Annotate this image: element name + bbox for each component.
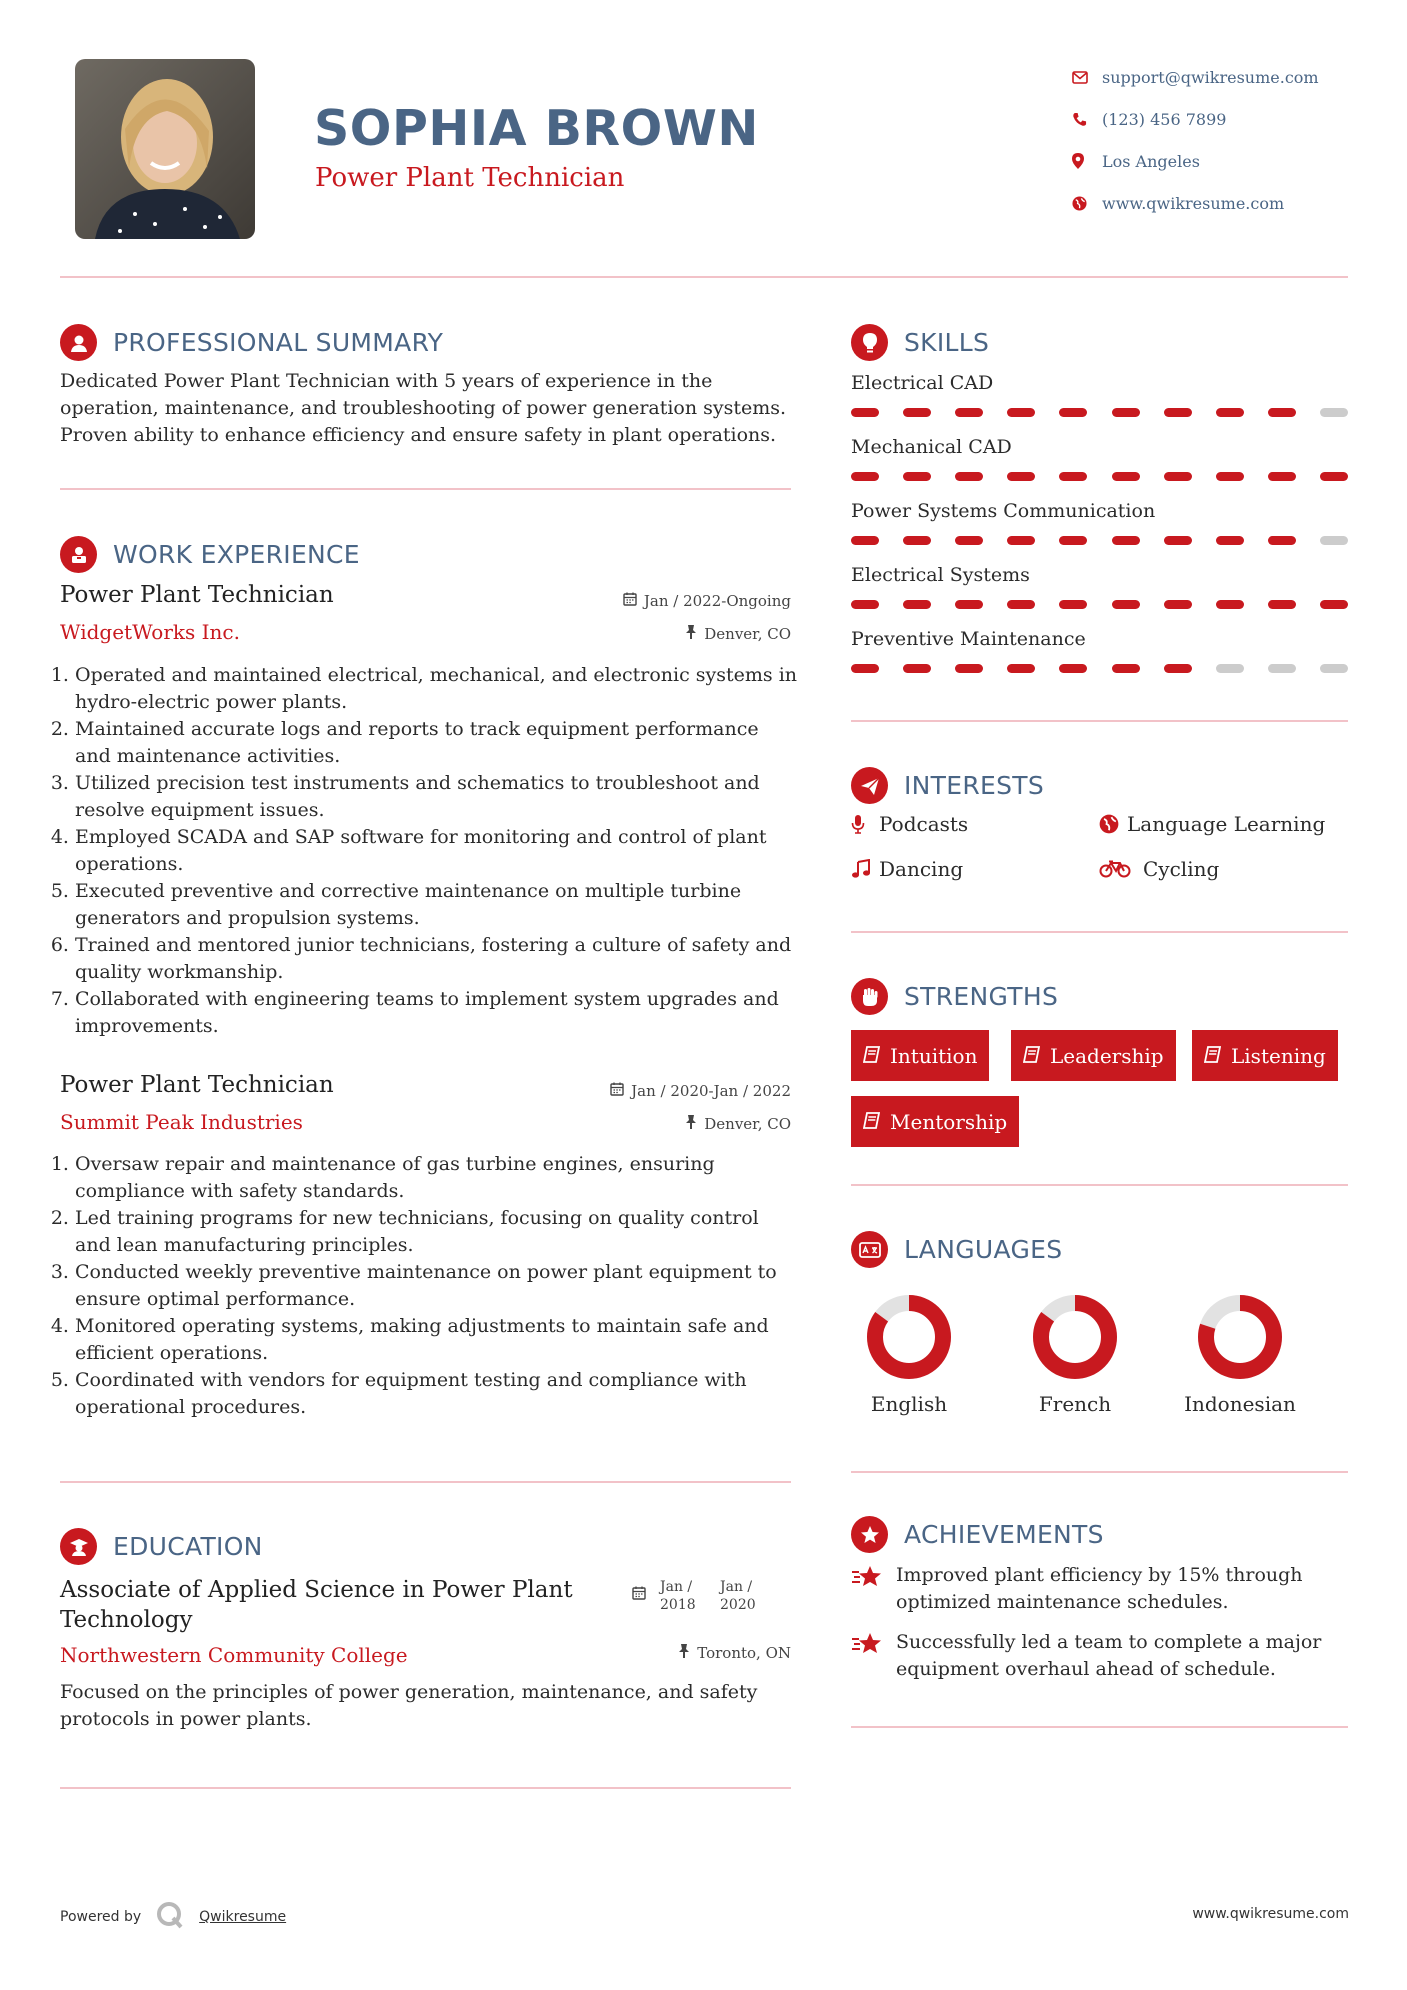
list-item: 1. Oversaw repair and maintenance of gas turbine engines, ensuring compliance with safety standards. [75, 1151, 797, 1205]
education-school: Northwestern Community College [60, 1643, 408, 1667]
calendar-icon [632, 1578, 646, 1614]
job-1-title: Power Plant Technician [60, 582, 334, 608]
skill-level-dash [903, 536, 931, 545]
skill-level-dash [1059, 600, 1087, 609]
list-item: 6. Trained and mentored junior technicians, fostering a culture of safety and quality workmanship. [75, 932, 797, 986]
book-icon [1023, 1044, 1040, 1068]
interest-language-learning: Language Learning [1099, 812, 1325, 836]
job-2-dates: Jan / 2020-Jan / 2022 [610, 1082, 791, 1100]
skill-level-dash [1320, 600, 1348, 609]
language-ring [866, 1294, 952, 1380]
microphone-icon [851, 814, 879, 834]
language-ring [1032, 1294, 1118, 1380]
skill-level-dash [903, 408, 931, 417]
job-1-bullets [57, 662, 797, 1040]
job-1-dates: Jan / 2022-Ongoing [623, 592, 791, 610]
map-pin-icon [1072, 153, 1102, 169]
skill-name: Preventive Maintenance [851, 628, 1086, 650]
book-icon [1204, 1044, 1221, 1068]
contact-phone[interactable]: (123) 456 7899 [1072, 98, 1319, 140]
skill-level-dash [1216, 536, 1244, 545]
user-icon [60, 324, 97, 361]
strength-tag: Leadership [1011, 1030, 1176, 1081]
summary-section-header: PROFESSIONAL SUMMARY [60, 324, 443, 361]
pin-icon [685, 1115, 697, 1133]
skill-level-dash [955, 408, 983, 417]
interest-dancing: Dancing [851, 857, 963, 881]
envelope-icon [1072, 71, 1102, 84]
profile-photo [75, 59, 255, 239]
phone-icon [1072, 112, 1102, 127]
language-name: French [1038, 1392, 1112, 1416]
achievements-divider [851, 1726, 1348, 1728]
strength-tag: Mentorship [851, 1096, 1019, 1147]
list-item: 4. Monitored operating systems, making adjustments to maintain safe and efficient operations. [75, 1313, 797, 1367]
calendar-icon [610, 1082, 624, 1100]
skill-level-meter [851, 536, 1348, 545]
education-divider [60, 1787, 791, 1789]
contact-location: Los Angeles [1072, 140, 1319, 182]
list-item: 3. Utilized precision test instruments and schematics to troubleshoot and resolve equipment issues. [75, 770, 797, 824]
footer-branding: Powered by Qwikresume [60, 1900, 286, 1934]
skill-level-dash [955, 664, 983, 673]
skill-level-dash [1112, 600, 1140, 609]
book-icon [863, 1110, 880, 1134]
strength-tag: Intuition [851, 1030, 989, 1081]
qwikresume-link[interactable]: Qwikresume [199, 1909, 287, 1925]
job-2-company: Summit Peak Industries [60, 1110, 303, 1134]
globe-icon [1099, 814, 1127, 834]
skill-level-dash [955, 536, 983, 545]
skill-level-dash [1112, 664, 1140, 673]
strengths-divider [851, 1184, 1348, 1186]
candidate-name: SOPHIA BROWN [314, 100, 759, 157]
skill-level-dash [1007, 664, 1035, 673]
skill-level-dash [851, 600, 879, 609]
skill-level-meter [851, 472, 1348, 481]
language-name: Indonesian [1184, 1392, 1296, 1416]
pin-icon [685, 625, 697, 643]
job-2-bullets [57, 1151, 797, 1421]
skill-level-dash [1320, 664, 1348, 673]
list-item: 1. Operated and maintained electrical, mechanical, and electronic systems in hydro-electric power plants. [75, 662, 797, 716]
strength-tag: Listening [1192, 1030, 1338, 1081]
skill-level-dash [1216, 472, 1244, 481]
language-item [1002, 1294, 1148, 1416]
star-badge-icon [851, 1516, 888, 1553]
star-icon [851, 1629, 896, 1683]
language-item [1167, 1294, 1313, 1416]
skill-level-dash [1216, 600, 1244, 609]
skill-level-dash [1059, 472, 1087, 481]
lightbulb-icon [851, 324, 888, 361]
skill-level-dash [955, 600, 983, 609]
skill-level-dash [851, 408, 879, 417]
contact-email[interactable]: support@qwikresume.com [1072, 56, 1319, 98]
language-ring [1197, 1294, 1283, 1380]
graduate-icon [60, 1528, 97, 1565]
job-1-location: Denver, CO [685, 625, 791, 643]
skill-level-dash [903, 472, 931, 481]
skill-name: Electrical Systems [851, 564, 1030, 586]
contact-list [1072, 56, 1319, 224]
skill-level-meter [851, 664, 1348, 673]
list-item: 3. Conducted weekly preventive maintenance on power plant equipment to ensure optimal performance. [75, 1259, 797, 1313]
skill-level-dash [851, 536, 879, 545]
translate-icon [851, 1231, 888, 1268]
interests-section-header: INTERESTS [851, 767, 1044, 804]
skill-level-dash [1268, 664, 1296, 673]
skill-level-dash [1216, 408, 1244, 417]
summary-divider [60, 488, 791, 490]
skill-level-dash [1320, 536, 1348, 545]
interests-divider [851, 931, 1348, 933]
skill-level-dash [1216, 664, 1244, 673]
qwikresume-logo-icon [155, 1900, 185, 1934]
star-icon [851, 1562, 896, 1616]
contact-website[interactable]: www.qwikresume.com [1072, 182, 1319, 224]
summary-text: Dedicated Power Plant Technician with 5 years of experience in the operation, maintenance, and troubleshooting of power generation systems. Proven ability to enhance efficiency and ensure safety in plant operations. [60, 370, 787, 446]
candidate-role: Power Plant Technician [315, 163, 625, 193]
skill-level-dash [1268, 408, 1296, 417]
pin-icon [678, 1644, 690, 1662]
skill-level-dash [1007, 536, 1035, 545]
languages-section-header: LANGUAGES [851, 1231, 1062, 1268]
skill-level-meter [851, 600, 1348, 609]
skill-level-dash [1164, 600, 1192, 609]
experience-divider [60, 1481, 791, 1483]
calendar-icon [623, 592, 637, 610]
skill-level-dash [1164, 664, 1192, 673]
skill-name: Mechanical CAD [851, 436, 1012, 458]
list-item: 5. Executed preventive and corrective maintenance on multiple turbine generators and propulsion systems. [75, 878, 797, 932]
achievement-item: Successfully led a team to complete a major equipment overhaul ahead of schedule. [851, 1629, 1348, 1683]
skill-level-dash [1320, 472, 1348, 481]
skill-level-dash [851, 664, 879, 673]
strengths-section-header: STRENGTHS [851, 978, 1058, 1015]
skill-level-dash [1007, 472, 1035, 481]
skill-level-meter [851, 408, 1348, 417]
skill-level-dash [1112, 536, 1140, 545]
job-1-company: WidgetWorks Inc. [60, 620, 240, 644]
skill-level-dash [1112, 472, 1140, 481]
book-icon [863, 1044, 880, 1068]
education-description: Focused on the principles of power generation, maintenance, and safety protocols in power plants. [60, 1681, 758, 1730]
skill-level-dash [1007, 408, 1035, 417]
skill-level-dash [1164, 536, 1192, 545]
skill-level-dash [1268, 600, 1296, 609]
skill-level-dash [1268, 536, 1296, 545]
skill-level-dash [1059, 536, 1087, 545]
skills-section-header: SKILLS [851, 324, 989, 361]
interest-podcasts: Podcasts [851, 812, 968, 836]
briefcase-user-icon [60, 536, 97, 573]
job-2-title: Power Plant Technician [60, 1072, 334, 1098]
skill-level-dash [1007, 600, 1035, 609]
skill-level-dash [1164, 408, 1192, 417]
skill-level-dash [1059, 664, 1087, 673]
fist-icon [851, 978, 888, 1015]
skill-level-dash [1059, 408, 1087, 417]
experience-section-header: WORK EXPERIENCE [60, 536, 360, 573]
skill-level-dash [1112, 408, 1140, 417]
music-note-icon [851, 859, 879, 879]
job-2-location: Denver, CO [685, 1115, 791, 1133]
skill-level-dash [955, 472, 983, 481]
achievement-item: Improved plant efficiency by 15% through optimized maintenance schedules. [851, 1562, 1348, 1616]
globe-icon [1072, 196, 1102, 211]
list-item: 7. Collaborated with engineering teams to implement system upgrades and improvements. [75, 986, 797, 1040]
list-item: 5. Coordinated with vendors for equipment testing and compliance with operational procedures. [75, 1367, 797, 1421]
skills-divider [851, 720, 1348, 722]
bicycle-icon [1099, 860, 1143, 878]
skill-level-dash [903, 600, 931, 609]
education-section-header: EDUCATION [60, 1528, 263, 1565]
footer-website[interactable]: www.qwikresume.com [1192, 1906, 1349, 1922]
list-item: 2. Maintained accurate logs and reports to track equipment performance and maintenance activities. [75, 716, 797, 770]
skill-level-dash [1164, 472, 1192, 481]
header-divider [60, 276, 1348, 278]
skill-level-dash [903, 664, 931, 673]
skill-level-dash [851, 472, 879, 481]
skill-level-dash [1320, 408, 1348, 417]
languages-divider [851, 1471, 1348, 1473]
education-degree: Associate of Applied Science in Power Plant Technology [60, 1577, 573, 1633]
language-name: English [870, 1392, 948, 1416]
skill-level-dash [1268, 472, 1296, 481]
skill-name: Power Systems Communication [851, 500, 1156, 522]
language-item [836, 1294, 982, 1416]
education-location: Toronto, ON [678, 1644, 791, 1662]
education-dates: Jan / 2018 Jan / 2020 [632, 1578, 766, 1614]
list-item: 2. Led training programs for new technicians, focusing on quality control and lean manufacturing principles. [75, 1205, 797, 1259]
list-item: 4. Employed SCADA and SAP software for monitoring and control of plant operations. [75, 824, 797, 878]
interest-cycling: Cycling [1099, 857, 1219, 881]
skill-name: Electrical CAD [851, 372, 994, 394]
achievements-section-header: ACHIEVEMENTS [851, 1516, 1104, 1553]
paper-plane-icon [851, 767, 888, 804]
